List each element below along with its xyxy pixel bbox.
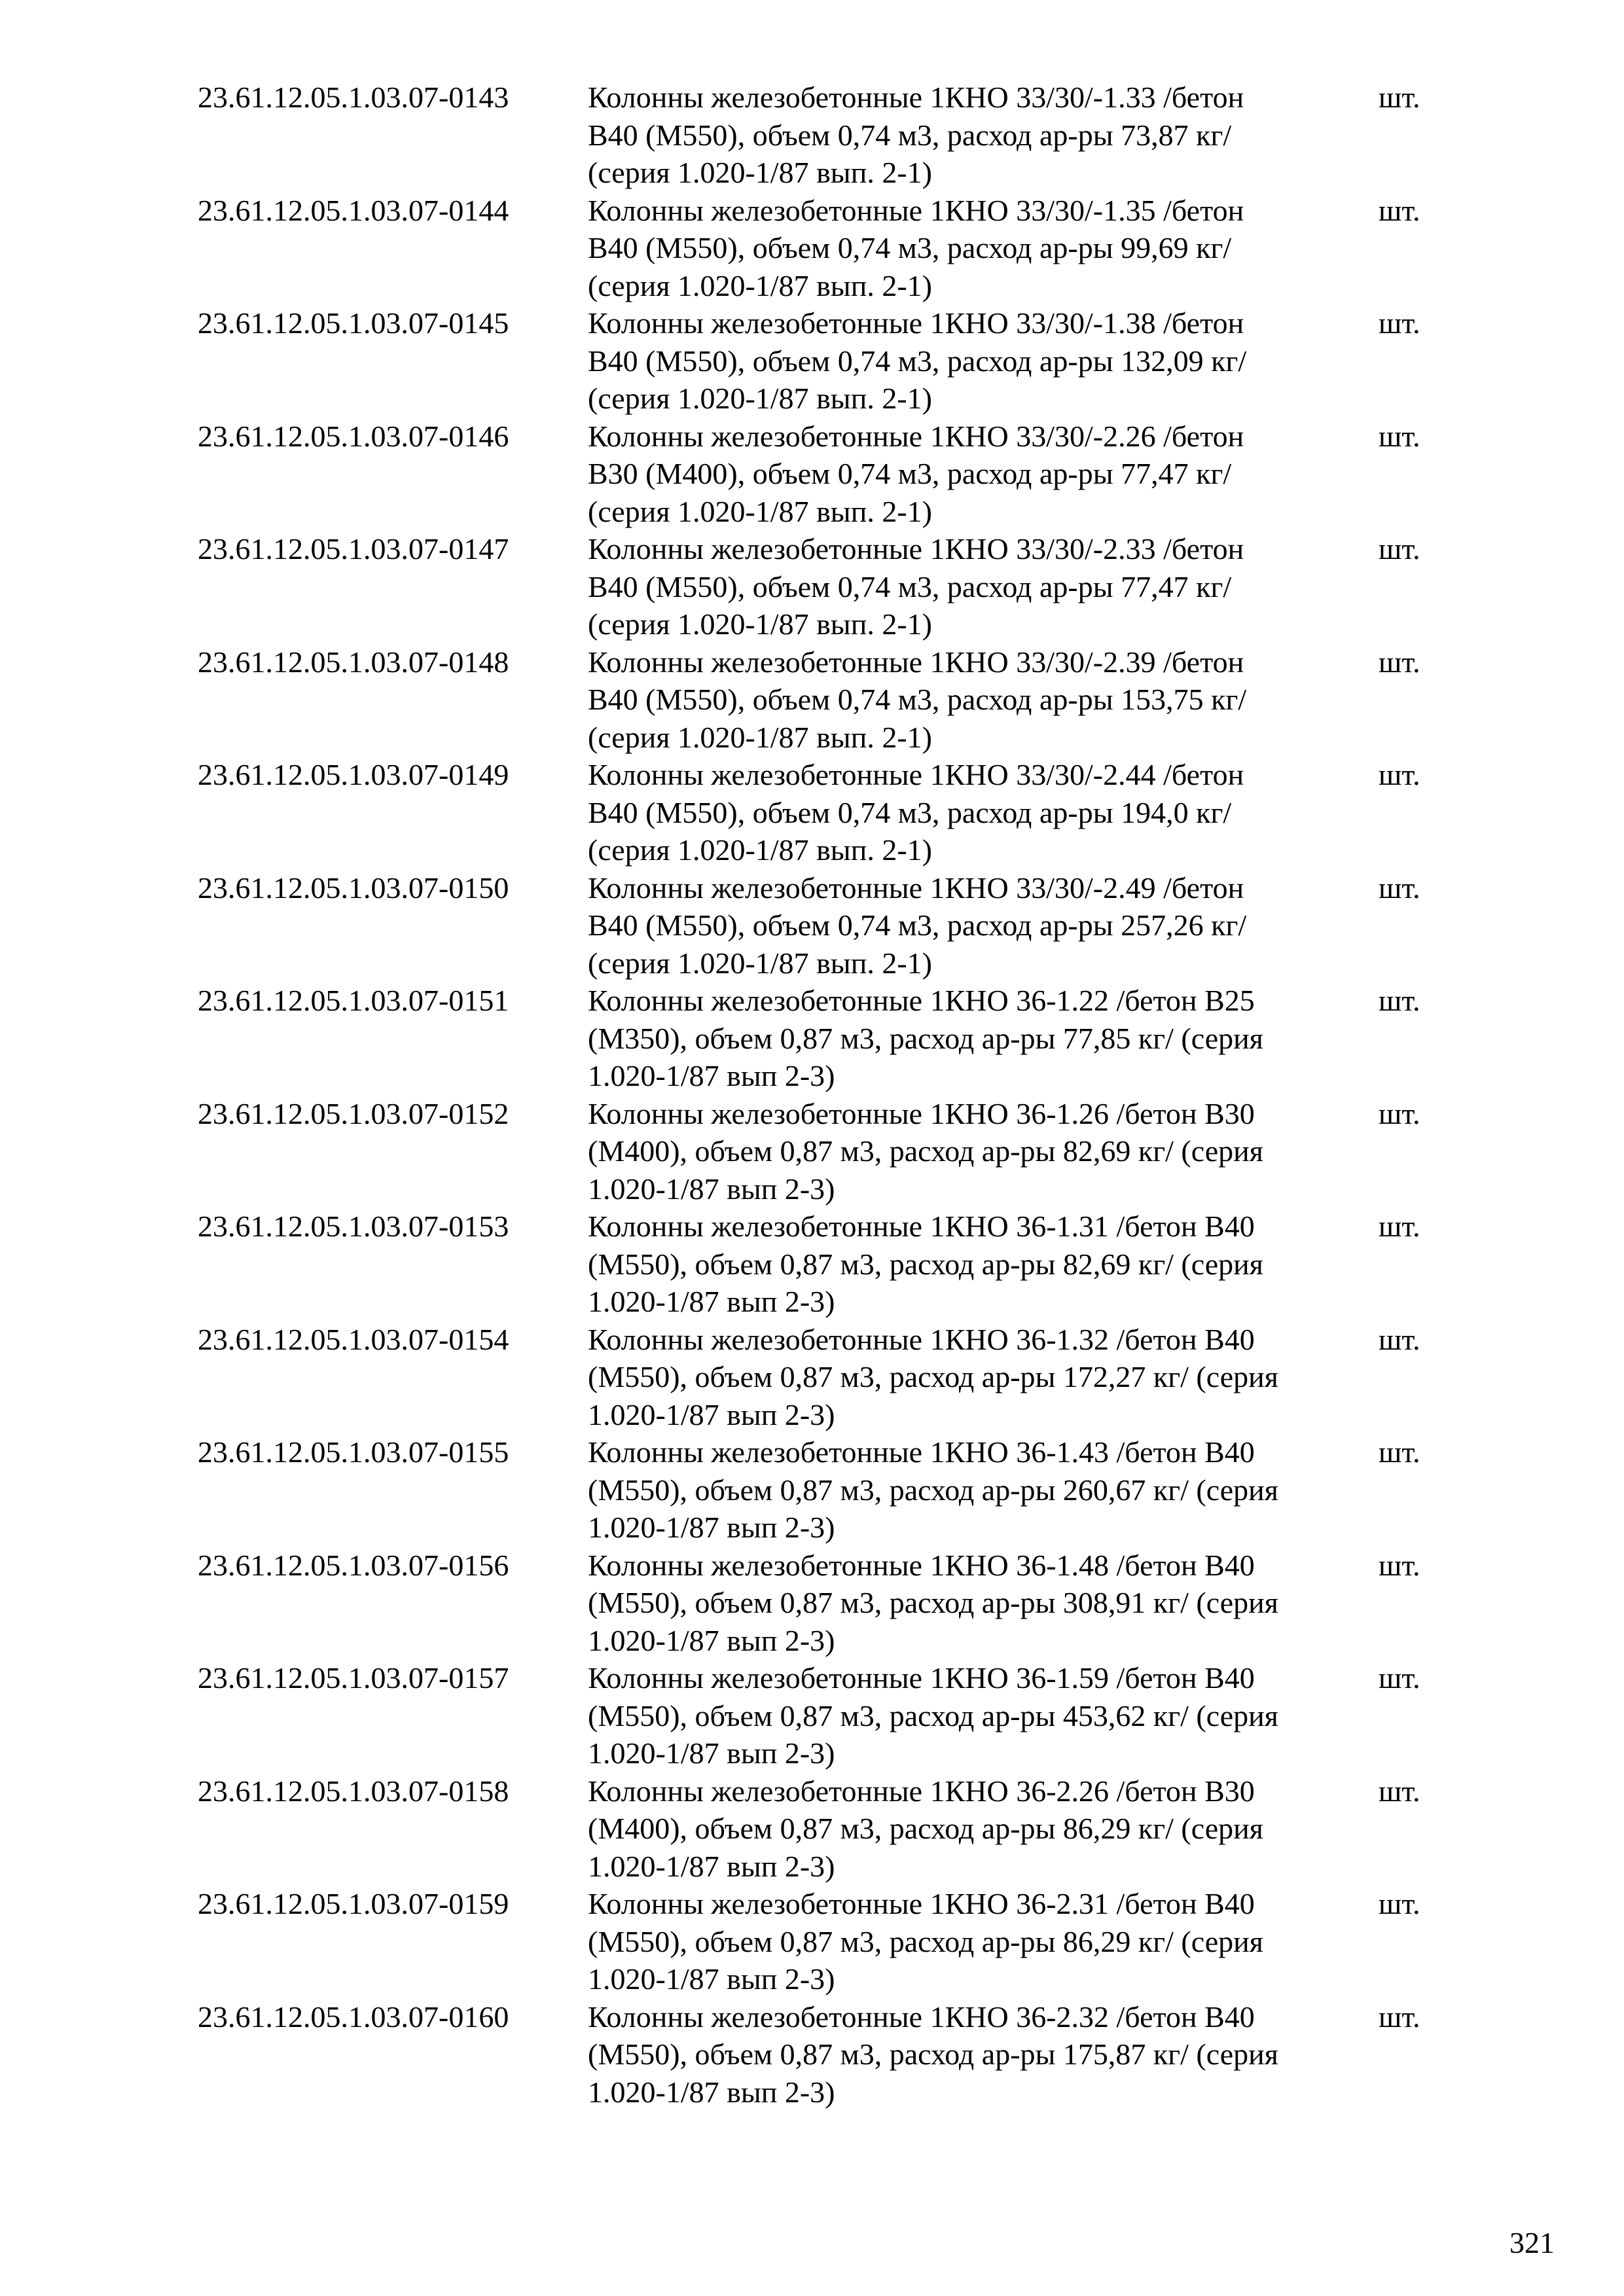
description-line: Колонны железобетонные 1КНО 36-1.32 /бетон В40 (588, 1322, 1255, 1356)
resource-code: 23.61.12.05.1.03.07-0155 (198, 1435, 509, 1469)
resource-code: 23.61.12.05.1.03.07-0145 (198, 306, 509, 340)
unit-of-measure: шт. (1379, 1887, 1420, 1920)
resource-code: 23.61.12.05.1.03.07-0146 (198, 419, 509, 453)
unit-of-measure: шт. (1379, 645, 1420, 679)
description-line: (серия 1.020-1/87 вып. 2-1) (588, 946, 932, 980)
resource-description (588, 418, 1373, 531)
resource-code: 23.61.12.05.1.03.07-0158 (198, 1774, 509, 1808)
description-line: Колонны железобетонные 1КНО 33/30/-1.35 /бетон (588, 193, 1244, 227)
description-line: 1.020-1/87 вып 2-3) (588, 1736, 835, 1770)
description-line: (серия 1.020-1/87 вып. 2-1) (588, 833, 932, 867)
resource-code: 23.61.12.05.1.03.07-0153 (198, 1210, 509, 1243)
description-line: Колонны железобетонные 1КНО 33/30/-2.26 /бетон (588, 419, 1244, 453)
description-line: (М550), объем 0,87 м3, расход ар-ры 82,69 кг/ (серия (588, 1247, 1263, 1281)
unit-of-measure: шт. (1379, 1661, 1420, 1695)
resource-code: 23.61.12.05.1.03.07-0143 (198, 81, 509, 114)
description-line: (М400), объем 0,87 м3, расход ар-ры 86,29 кг/ (серия (588, 1812, 1263, 1845)
unit-of-measure: шт. (1379, 419, 1420, 453)
description-line: 1.020-1/87 вып 2-3) (588, 2075, 835, 2109)
description-line: 1.020-1/87 вып 2-3) (588, 1849, 835, 1883)
description-line: В40 (М550), объем 0,74 м3, расход ар-ры 194,0 кг/ (588, 795, 1232, 829)
resource-description (588, 1433, 1373, 1547)
list-item (198, 982, 1441, 1095)
description-line: В40 (М550), объем 0,74 м3, расход ар-ры 257,26 кг/ (588, 908, 1247, 942)
resource-description (588, 530, 1373, 643)
unit-of-measure: шт. (1379, 1435, 1420, 1469)
resource-description (588, 869, 1373, 982)
description-line: (М400), объем 0,87 м3, расход ар-ры 82,69 кг/ (серия (588, 1134, 1263, 1168)
list-item (198, 869, 1441, 982)
description-line: 1.020-1/87 вып 2-3) (588, 1172, 835, 1206)
description-line: Колонны железобетонные 1КНО 33/30/-1.38 /бетон (588, 306, 1244, 340)
description-line: (серия 1.020-1/87 вып. 2-1) (588, 494, 932, 528)
resource-description (588, 982, 1373, 1095)
description-line: Колонны железобетонные 1КНО 33/30/-2.39 /бетон (588, 645, 1244, 679)
resource-description (588, 1998, 1373, 2111)
resource-code: 23.61.12.05.1.03.07-0150 (198, 870, 509, 905)
description-line: 1.020-1/87 вып 2-3) (588, 1511, 835, 1544)
list-item (198, 756, 1441, 869)
description-line: (М550), объем 0,87 м3, расход ар-ры 172,27 кг/ (серия (588, 1360, 1278, 1393)
description-line: Колонны железобетонные 1КНО 36-1.26 /бетон В30 (588, 1096, 1255, 1130)
description-line: Колонны железобетонные 1КНО 36-2.31 /бетон В40 (588, 1887, 1255, 1920)
list-item (198, 530, 1441, 643)
resource-description (588, 756, 1373, 869)
description-line: (М550), объем 0,87 м3, расход ар-ры 260,67 кг/ (серия (588, 1473, 1278, 1507)
description-line: В40 (М550), объем 0,74 м3, расход ар-ры 153,75 кг/ (588, 683, 1247, 716)
description-line: (М550), объем 0,87 м3, расход ар-ры 453,62 кг/ (серия (588, 1698, 1278, 1732)
resource-list (198, 79, 1441, 2111)
list-item (198, 304, 1441, 418)
description-line: В30 (М400), объем 0,74 м3, расход ар-ры 77,47 кг/ (588, 457, 1232, 490)
resource-code: 23.61.12.05.1.03.07-0149 (198, 758, 509, 791)
unit-of-measure: шт. (1379, 1774, 1420, 1808)
resource-description (588, 1885, 1373, 1998)
resource-description (588, 1321, 1373, 1434)
unit-of-measure: шт. (1379, 81, 1420, 114)
list-item (198, 1885, 1441, 1998)
description-line: Колонны железобетонные 1КНО 36-1.31 /бетон В40 (588, 1210, 1255, 1243)
unit-of-measure: шт. (1379, 532, 1420, 565)
unit-of-measure: шт. (1379, 1548, 1420, 1582)
list-item (198, 1433, 1441, 1547)
description-line: 1.020-1/87 вып 2-3) (588, 1397, 835, 1431)
list-item (198, 1772, 1441, 1886)
resource-description (588, 1772, 1373, 1886)
unit-of-measure: шт. (1379, 758, 1420, 791)
list-item (198, 1208, 1441, 1321)
description-line: Колонны железобетонные 1КНО 36-2.32 /бетон В40 (588, 2000, 1255, 2034)
resource-code: 23.61.12.05.1.03.07-0160 (198, 2000, 509, 2034)
resource-code: 23.61.12.05.1.03.07-0154 (198, 1322, 509, 1356)
unit-of-measure: шт. (1379, 1210, 1420, 1243)
unit-of-measure: шт. (1379, 870, 1420, 905)
unit-of-measure: шт. (1379, 2000, 1420, 2034)
unit-of-measure: шт. (1379, 1322, 1420, 1356)
list-item (198, 1321, 1441, 1434)
resource-code: 23.61.12.05.1.03.07-0152 (198, 1096, 509, 1130)
description-line: Колонны железобетонные 1КНО 36-1.48 /бетон В40 (588, 1548, 1255, 1582)
description-line: В40 (М550), объем 0,74 м3, расход ар-ры 73,87 кг/ (588, 118, 1232, 152)
resource-description (588, 192, 1373, 305)
list-item (198, 1659, 1441, 1772)
unit-of-measure: шт. (1379, 1096, 1420, 1130)
list-item (198, 1998, 1441, 2111)
resource-description (588, 1208, 1373, 1321)
unit-of-measure: шт. (1379, 193, 1420, 227)
description-line: В40 (М550), объем 0,74 м3, расход ар-ры 99,69 кг/ (588, 231, 1232, 264)
description-line: Колонны железобетонные 1КНО 36-1.43 /бетон В40 (588, 1435, 1255, 1469)
description-line: (М550), объем 0,87 м3, расход ар-ры 175,87 кг/ (серия (588, 2037, 1278, 2071)
resource-description (588, 643, 1373, 757)
resource-code: 23.61.12.05.1.03.07-0157 (198, 1661, 509, 1695)
description-line: (М350), объем 0,87 м3, расход ар-ры 77,85 кг/ (серия (588, 1021, 1263, 1055)
unit-of-measure: шт. (1379, 306, 1420, 340)
page-number: 321 (1509, 2226, 1555, 2259)
resource-description (588, 1659, 1373, 1772)
list-item (198, 1095, 1441, 1208)
description-line: В40 (М550), объем 0,74 м3, расход ар-ры 132,09 кг/ (588, 344, 1247, 378)
resource-description (588, 304, 1373, 418)
unit-of-measure: шт. (1379, 984, 1420, 1017)
list-item (198, 418, 1441, 531)
description-line: (серия 1.020-1/87 вып. 2-1) (588, 268, 932, 302)
resource-code: 23.61.12.05.1.03.07-0159 (198, 1887, 509, 1920)
description-line: Колонны железобетонные 1КНО 33/30/-1.33 /бетон (588, 81, 1244, 114)
description-line: Колонны железобетонные 1КНО 36-2.26 /бетон В30 (588, 1774, 1255, 1808)
description-line: Колонны железобетонные 1КНО 33/30/-2.49 /бетон (588, 870, 1244, 905)
resource-description (588, 79, 1373, 192)
description-line: Колонны железобетонные 1КНО 36-1.59 /бетон В40 (588, 1661, 1255, 1695)
list-item (198, 79, 1441, 192)
description-line: Колонны железобетонные 1КНО 36-1.22 /бетон В25 (588, 984, 1255, 1017)
list-item (198, 192, 1441, 305)
resource-code: 23.61.12.05.1.03.07-0148 (198, 645, 509, 679)
description-line: Колонны железобетонные 1КНО 33/30/-2.44 /бетон (588, 758, 1244, 791)
list-item (198, 643, 1441, 757)
resource-description (588, 1095, 1373, 1208)
description-line: 1.020-1/87 вып 2-3) (588, 1059, 835, 1092)
description-line: В40 (М550), объем 0,74 м3, расход ар-ры 77,47 кг/ (588, 569, 1232, 603)
resource-code: 23.61.12.05.1.03.07-0147 (198, 532, 509, 565)
description-line: 1.020-1/87 вып 2-3) (588, 1285, 835, 1318)
resource-description (588, 1547, 1373, 1660)
description-line: 1.020-1/87 вып 2-3) (588, 1623, 835, 1657)
resource-code: 23.61.12.05.1.03.07-0156 (198, 1548, 509, 1582)
description-line: (М550), объем 0,87 м3, расход ар-ры 308,91 кг/ (серия (588, 1586, 1278, 1619)
description-line: (серия 1.020-1/87 вып. 2-1) (588, 156, 932, 189)
resource-code: 23.61.12.05.1.03.07-0151 (198, 984, 509, 1017)
description-line: (серия 1.020-1/87 вып. 2-1) (588, 382, 932, 415)
description-line: (серия 1.020-1/87 вып. 2-1) (588, 607, 932, 641)
description-line: (М550), объем 0,87 м3, расход ар-ры 86,29 кг/ (серия (588, 1924, 1263, 1958)
description-line: (серия 1.020-1/87 вып. 2-1) (588, 720, 932, 754)
list-item (198, 1547, 1441, 1660)
description-line: Колонны железобетонные 1КНО 33/30/-2.33 /бетон (588, 532, 1244, 565)
resource-code: 23.61.12.05.1.03.07-0144 (198, 193, 509, 227)
description-line: 1.020-1/87 вып 2-3) (588, 1962, 835, 1996)
